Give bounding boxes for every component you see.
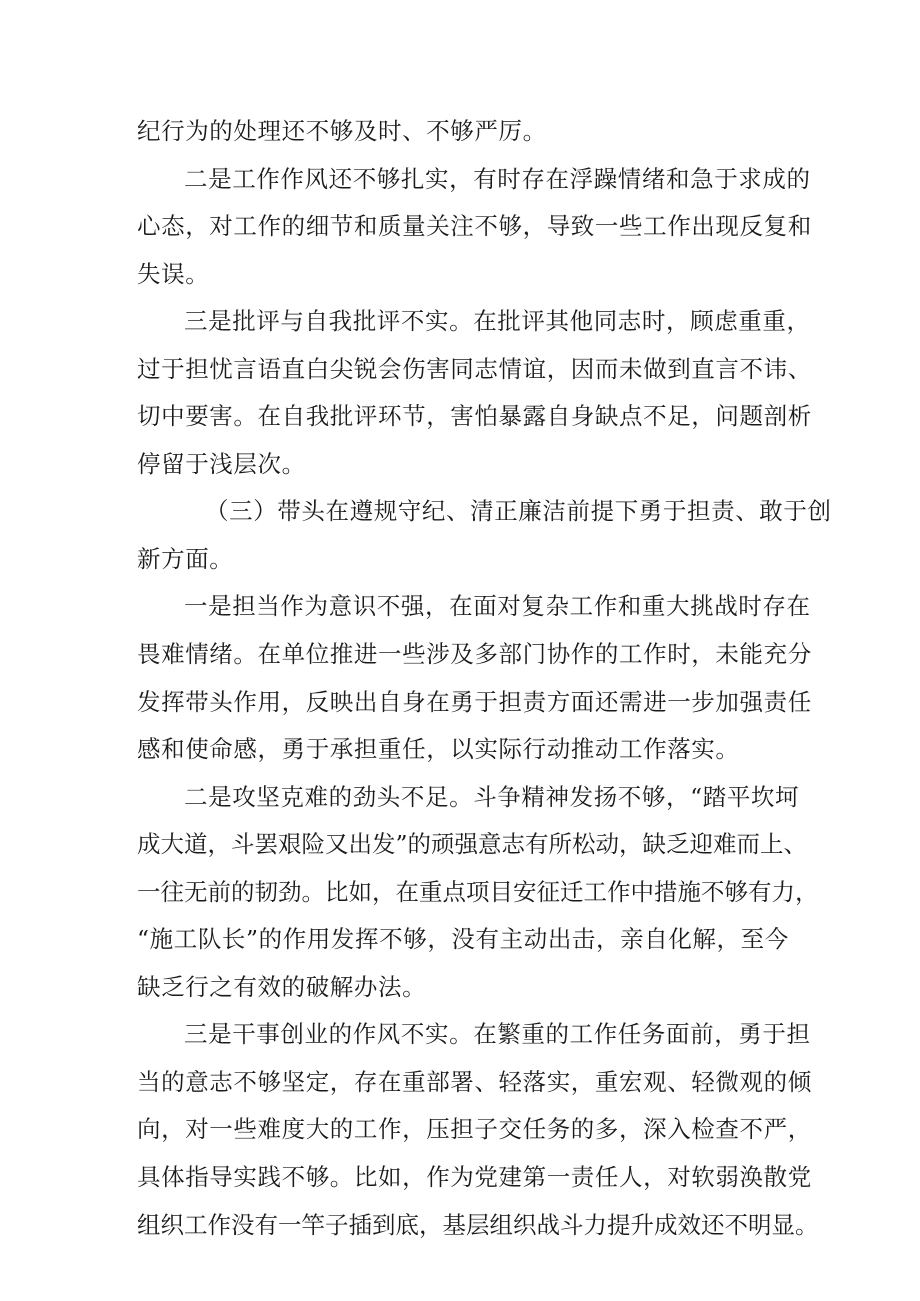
text-line: 组织工作没有一竿子插到底，基层组织战斗力提升成效还不明显。	[137, 1210, 819, 1239]
text-line: 成大道，斗罢艰险又出发”的顽强意志有所松动，缺乏迎难而上、	[137, 830, 808, 859]
text-line: 畏难情绪。在单位推进一些涉及多部门协作的工作时，未能充分	[137, 640, 812, 669]
text-line: 失误。	[137, 259, 210, 288]
text-line: 纪行为的处理还不够及时、不够严厉。	[137, 117, 547, 145]
text-line: 切中要害。在自我批评环节，害怕暴露自身缺点不足，问题剖析	[137, 402, 812, 431]
text-line: 三是批评与自我批评不实。在批评其他同志时，顾虑重重，	[184, 307, 811, 336]
text-line: 具体指导实践不够。比如，作为党建第一责任人，对软弱涣散党	[137, 1163, 812, 1192]
text-line: 三是干事创业的作风不实。在繁重的工作任务面前，勇于担	[184, 1020, 811, 1049]
text-line: 向，对一些难度大的工作，压担子交任务的多，深入检查不严，	[137, 1115, 812, 1144]
text-line: 一往无前的韧劲。比如，在重点项目安征迁工作中措施不够有力，	[137, 877, 819, 906]
text-line: 感和使命感，勇于承担重任，以实际行动推动工作落实。	[137, 735, 740, 764]
text-line: 缺乏行之有效的破解办法。	[137, 972, 427, 1001]
text-line: “施工队长”的作用发挥不够，没有主动出击，亲自化解，至今	[137, 925, 789, 954]
text-line: 二是工作作风还不够扎实，有时存在浮躁情绪和急于求成的	[184, 164, 811, 193]
section-heading: （三）带头在遵规守纪、清正廉洁前提下勇于担责、敢于创	[205, 497, 832, 526]
text-line: 发挥带头作用，反映出自身在勇于担责方面还需进一步加强责任	[137, 687, 812, 716]
text-line: 当的意志不够坚定，存在重部署、轻落实，重宏观、轻微观的倾	[137, 1067, 812, 1096]
document-body	[137, 108, 832, 1249]
text-line: 二是攻坚克难的劲头不足。斗争精神发扬不够，“踏平坎坷	[184, 782, 800, 811]
text-line: 过于担忧言语直白尖锐会伤害同志情谊，因而未做到直言不讳、	[137, 354, 812, 383]
section-heading-continued: 新方面。	[137, 544, 234, 573]
text-line: 一是担当作为意识不强，在面对复杂工作和重大挑战时存在	[184, 592, 811, 621]
text-line: 心态，对工作的细节和质量关注不够，导致一些工作出现反复和	[137, 212, 812, 241]
text-line: 停留于浅层次。	[137, 449, 306, 478]
